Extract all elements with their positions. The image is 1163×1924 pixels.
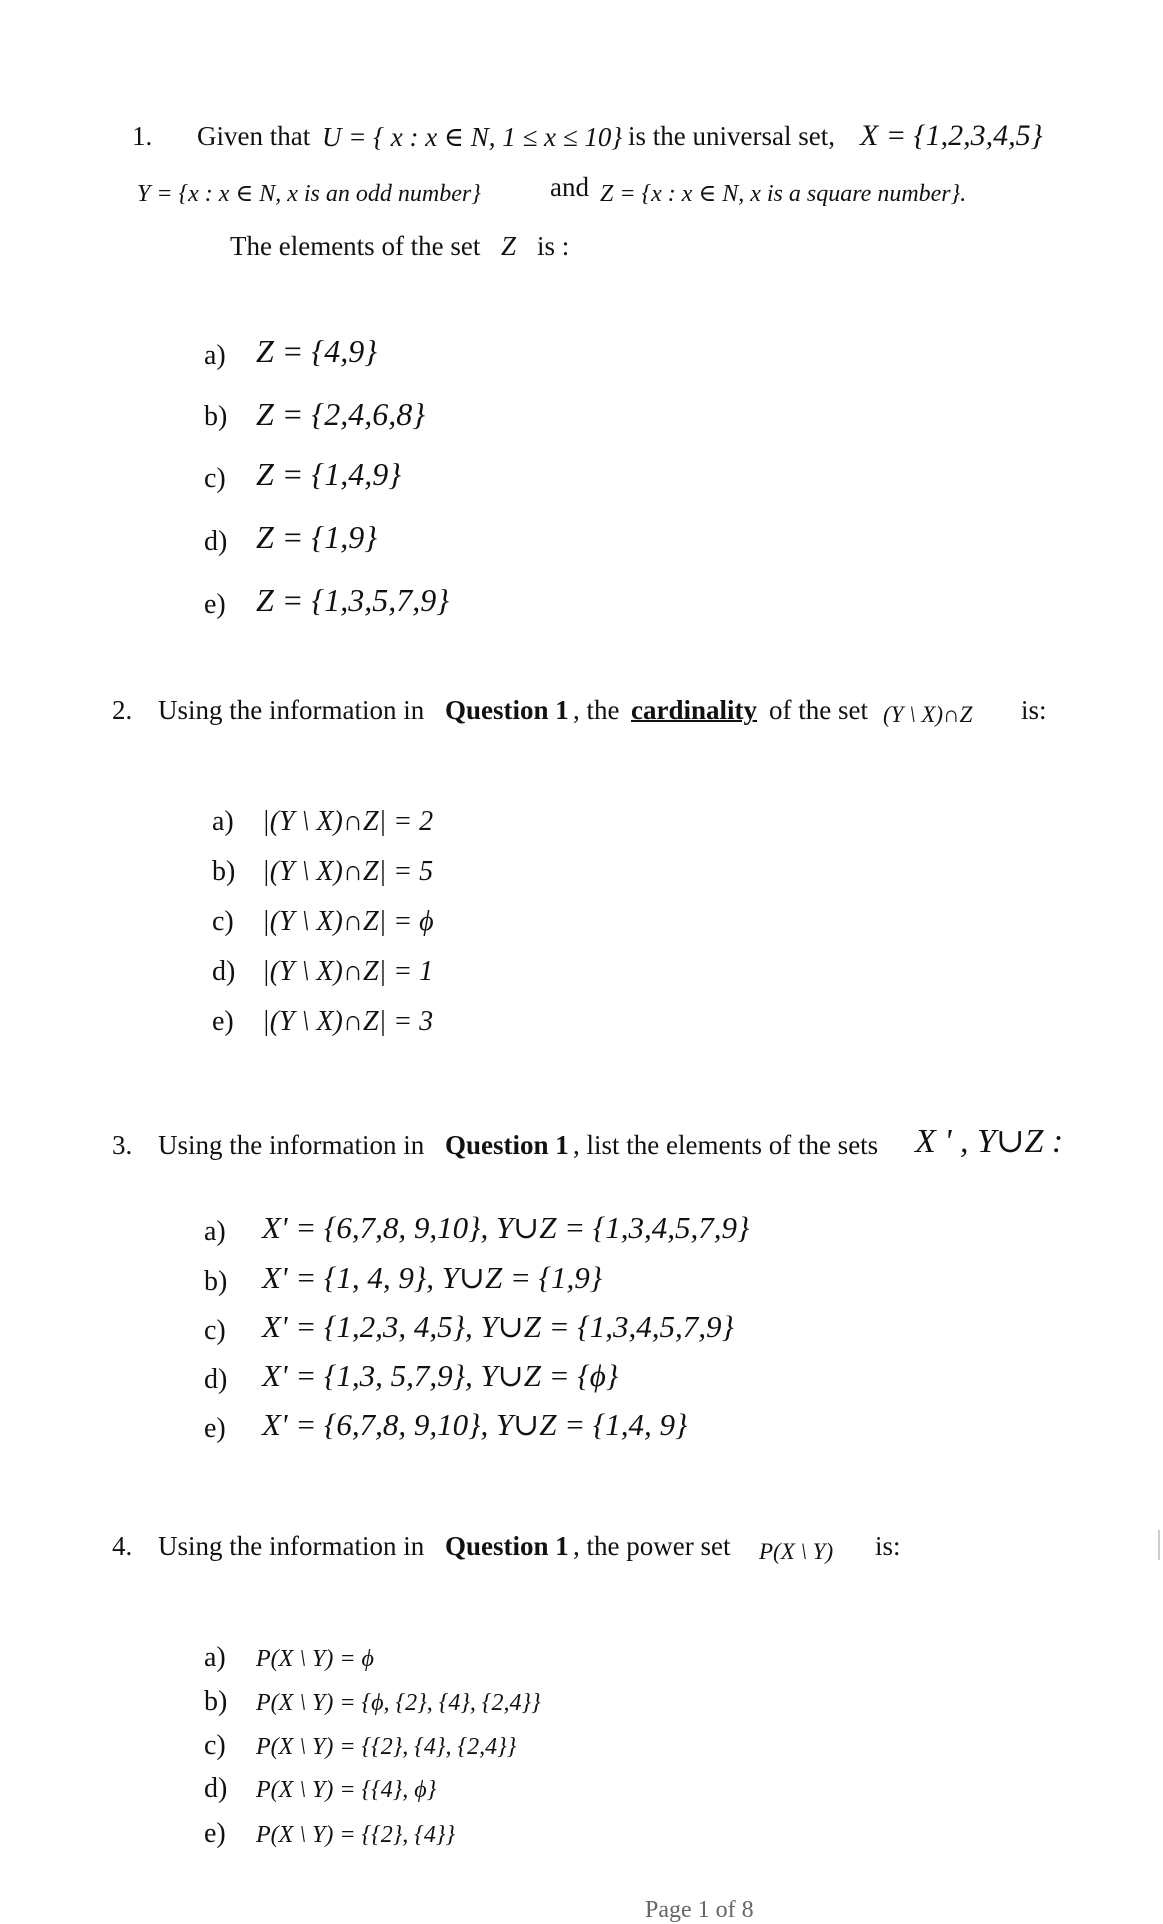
option-label: d) [212,956,236,987]
set-y-definition: Y = {x : x ∈ N, x is an odd number} [137,181,481,207]
option-text: |(Y \ X)∩Z| = 3 [262,1006,434,1037]
option-text: P(X \ Y) = ϕ [256,1646,374,1672]
question-1-prompt-var: Z [501,231,517,261]
option-text: X' = {1,3, 5,7,9}, Y∪Z = {ϕ} [262,1358,619,1393]
option-label: d) [204,1364,228,1395]
option-label: b) [204,1686,228,1717]
option-label: a) [204,1642,226,1673]
page-edge-divider [1158,1530,1160,1560]
option-label: c) [204,463,226,494]
question-2-ref: Question 1 [445,695,569,725]
option-label: a) [204,1216,226,1247]
question-4-expr: P(X \ Y) [759,1539,834,1564]
option-label: c) [204,1730,226,1761]
question-3-ref: Question 1 [445,1130,569,1160]
option-text: Z = {1,9} [256,519,377,555]
option-text: |(Y \ X)∩Z| = 2 [262,806,434,837]
option-text: Z = {1,4,9} [256,456,401,492]
set-z-definition: Z = {x : x ∈ N, x is a square number}. [600,181,967,207]
question-2-mid: , the [573,695,620,725]
option-text: P(X \ Y) = {{2}, {4}} [256,1822,456,1848]
question-1-prompt: The elements of the set [230,231,481,261]
page-number: Page 1 of 8 [645,1897,754,1923]
option-label: e) [212,1006,234,1037]
question-3-expr: X ' , Y∪Z : [915,1123,1064,1160]
option-label: c) [204,1315,226,1346]
question-4-end: is: [875,1531,901,1561]
question-3-intro: Using the information in [158,1130,425,1160]
option-text: X' = {6,7,8, 9,10}, Y∪Z = {1,4, 9} [262,1407,688,1442]
question-2-key: cardinality [631,695,757,725]
option-text: X' = {6,7,8, 9,10}, Y∪Z = {1,3,4,5,7,9} [262,1210,750,1245]
option-text: X' = {1, 4, 9}, Y∪Z = {1,9} [262,1260,603,1295]
question-3-post: , list the elements of the sets [573,1130,879,1160]
question-2-expr: (Y \ X)∩Z [883,702,973,727]
option-text: P(X \ Y) = {ϕ, {2}, {4}, {2,4}} [256,1690,541,1716]
question-2-post: of the set [769,695,868,725]
option-label: e) [204,589,226,620]
option-label: b) [204,401,228,432]
option-text: Z = {1,3,5,7,9} [256,582,449,618]
option-label: e) [204,1818,226,1849]
universal-set-caption: is the universal set, [628,121,835,151]
question-2-intro: Using the information in [158,695,425,725]
question-2-end: is: [1021,695,1047,725]
option-text: P(X \ Y) = {{4}, ϕ} [256,1777,437,1803]
option-label: a) [204,340,226,371]
question-1-prompt-end: is : [537,231,570,261]
option-text: P(X \ Y) = {{2}, {4}, {2,4}} [256,1734,517,1760]
question-3-number: 3. [112,1130,133,1160]
option-label: b) [212,856,236,887]
option-label: d) [204,526,228,557]
question-2-number: 2. [112,695,133,725]
option-label: c) [212,906,234,937]
option-text: |(Y \ X)∩Z| = 1 [262,956,434,987]
option-text: |(Y \ X)∩Z| = ϕ [262,906,434,937]
option-text: |(Y \ X)∩Z| = 5 [262,856,434,887]
option-label: b) [204,1266,228,1297]
question-4-ref: Question 1 [445,1531,569,1561]
option-text: Z = {2,4,6,8} [256,396,425,432]
question-4-number: 4. [112,1531,133,1561]
question-1-intro: Given that [197,121,311,151]
option-label: e) [204,1413,226,1444]
option-text: Z = {4,9} [256,333,377,369]
question-4-intro: Using the information in [158,1531,425,1561]
question-1-number: 1. [132,121,153,151]
set-x-definition: X = {1,2,3,4,5} [860,119,1043,152]
universal-set-definition: U = { x : x ∈ N, 1 ≤ x ≤ 10} [322,122,623,152]
and-connector: and [550,172,589,202]
option-text: X' = {1,2,3, 4,5}, Y∪Z = {1,3,4,5,7,9} [262,1309,734,1344]
option-label: a) [212,806,234,837]
question-4-post: , the power set [573,1531,731,1561]
option-label: d) [204,1773,228,1804]
